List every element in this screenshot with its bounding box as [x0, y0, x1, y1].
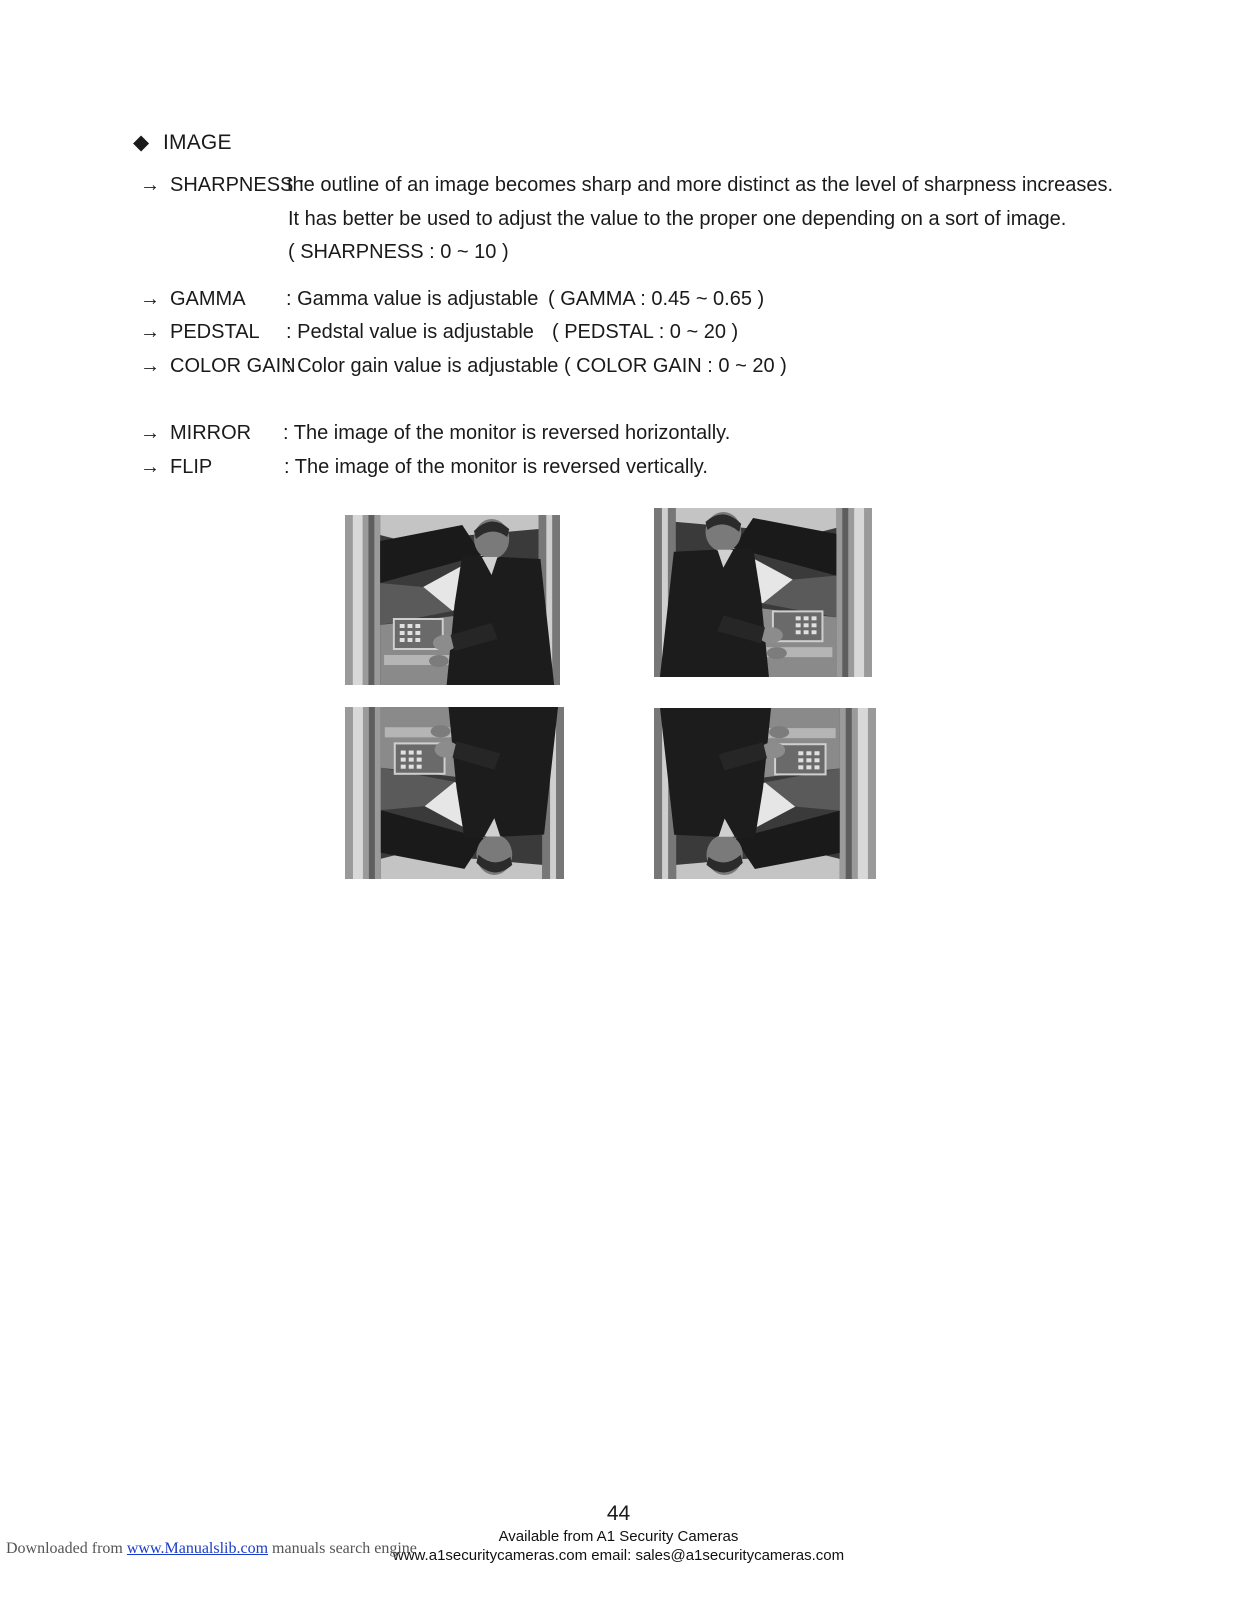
flip-desc: : The image of the monitor is reversed vertically.: [284, 456, 708, 478]
gamma-term: GAMMA: [170, 288, 246, 310]
section-heading: [133, 130, 232, 155]
arrow-icon: →: [140, 321, 160, 343]
arrow-icon: →: [140, 174, 160, 196]
footer-contact: www.a1securitycameras.com email: sales@a1securitycameras.com: [392, 1547, 845, 1564]
gamma-desc: : Gamma value is adjustable: [286, 288, 539, 310]
arrow-icon: →: [140, 288, 160, 310]
atm-photo-mirror-flip: [654, 708, 876, 879]
manualslib-suffix: manuals search engine: [268, 1540, 417, 1557]
photo-original: [345, 515, 560, 685]
flip-term: FLIP: [170, 456, 213, 478]
sharpness-range: ( SHARPNESS : 0 ~ 10 ): [288, 241, 509, 263]
sharpness-desc-line2: It has better be used to adjust the value to the proper one depending on a sort of image.: [288, 208, 1067, 230]
color-gain-desc: : Color gain value is adjustable ( COLOR GAIN : 0 ~ 20 ): [286, 355, 787, 377]
pedstal-term: PEDSTAL: [170, 321, 260, 343]
photo-flip: [345, 707, 564, 879]
footer-available: Available from A1 Security Cameras: [498, 1528, 739, 1545]
mirror-term: MIRROR: [170, 422, 252, 444]
photo-mirror-flip: [654, 708, 876, 879]
manualslib-link[interactable]: www.Manualslib.com: [126, 1540, 269, 1557]
arrow-icon: →: [140, 422, 160, 444]
atm-photo-mirror: [654, 508, 872, 677]
page-number: 44: [606, 1502, 631, 1525]
section-title: IMAGE: [163, 131, 232, 154]
pedstal-range: ( PEDSTAL : 0 ~ 20 ): [552, 321, 739, 343]
arrow-icon: →: [140, 355, 160, 377]
mirror-desc: : The image of the monitor is reversed horizontally.: [283, 422, 731, 444]
downloaded-prefix: Downloaded from: [6, 1540, 123, 1557]
sharpness-term: SHARPNESS :: [170, 174, 305, 196]
pedstal-desc: : Pedstal value is adjustable: [286, 321, 534, 343]
photo-mirror: [654, 508, 872, 677]
manualslib-credit: [6, 1540, 417, 1558]
arrow-icon: →: [140, 456, 160, 478]
gamma-range: ( GAMMA : 0.45 ~ 0.65 ): [548, 288, 765, 310]
atm-photo-original: [345, 515, 560, 685]
atm-photo-flip: [345, 707, 564, 879]
sharpness-desc-line1: the outline of an image becomes sharp and more distinct as the level of sharpness increases.: [287, 174, 1114, 196]
diamond-bullet-icon: ◆: [133, 131, 150, 154]
color-gain-term: COLOR GAIN: [170, 355, 296, 377]
